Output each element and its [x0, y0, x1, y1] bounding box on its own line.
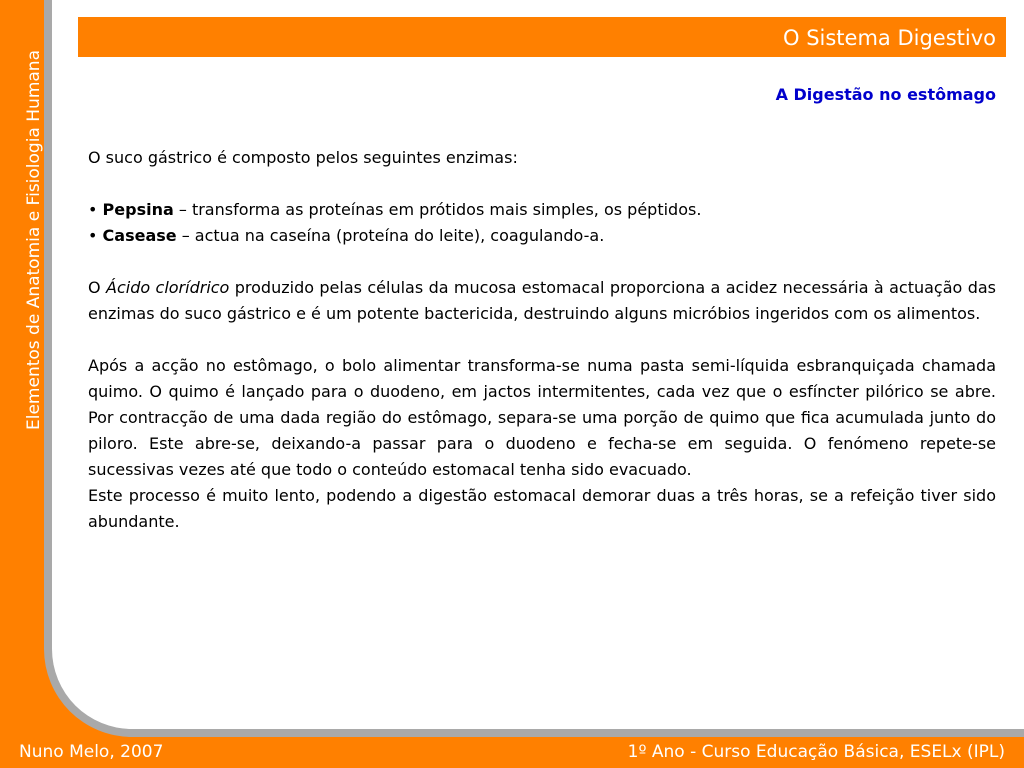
bullet: •: [88, 200, 98, 219]
slide-subtitle: A Digestão no estômago: [775, 85, 996, 104]
intro-text: O suco gástrico é composto pelos seguintes enzimas:: [88, 148, 518, 167]
slide-title: O Sistema Digestivo: [782, 26, 996, 50]
footer-course-info: 1º Ano - Curso Educação Básica, ESELx (IPL): [627, 742, 1005, 762]
list-item-pepsina: [88, 197, 996, 223]
course-vertical-label: Elementos de Anatomia e Fisiologia Humana: [24, 50, 44, 430]
acid-paragraph: [88, 275, 996, 327]
paragraph-quimo: Após a acção no estômago, o bolo alimentar transforma-se numa pasta semi-líquida esbranquiçada chamada quimo. O quimo é lançado para o duodeno, em jactos intermitentes, cada vez que o esfíncter pilórico se abre. Por contracção de uma dada região do estômago, separa-se uma porção de quimo que fica acumulada junto do piloro. Este abre-se, deixando-a passar para o duodeno e fecha-se em seguida. O fenómeno repete-se sucessivas vezes até que todo o conteúdo estomacal tenha sido evacuado.: [88, 356, 996, 479]
footer-author: Nuno Melo, 2007: [19, 742, 164, 762]
enzyme-description: – actua na caseína (proteína do leite), coagulando-a.: [176, 226, 605, 245]
bullet: •: [88, 226, 98, 245]
acid-rest: produzido pelas células da mucosa estomacal proporciona a acidez necessária à actuação das enzimas do suco gástrico e é um potente bactericida, destruindo alguns micróbios ingeridos com os alimentos.: [88, 278, 997, 323]
acid-term: Ácido clorídrico: [106, 278, 230, 297]
enzyme-name: Pepsina: [102, 200, 174, 219]
enzyme-description: – transforma as proteínas em prótidos mais simples, os péptidos.: [173, 200, 702, 219]
title-bar: [78, 17, 1006, 57]
paragraph-duration: Este processo é muito lento, podendo a digestão estomacal demorar duas a três horas, se a refeição tiver sido abundante.: [88, 486, 996, 531]
enzyme-name: Casease: [102, 226, 177, 245]
acid-prefix: O: [88, 278, 106, 297]
slide-body: [88, 145, 996, 535]
list-item-casease: [88, 223, 996, 249]
